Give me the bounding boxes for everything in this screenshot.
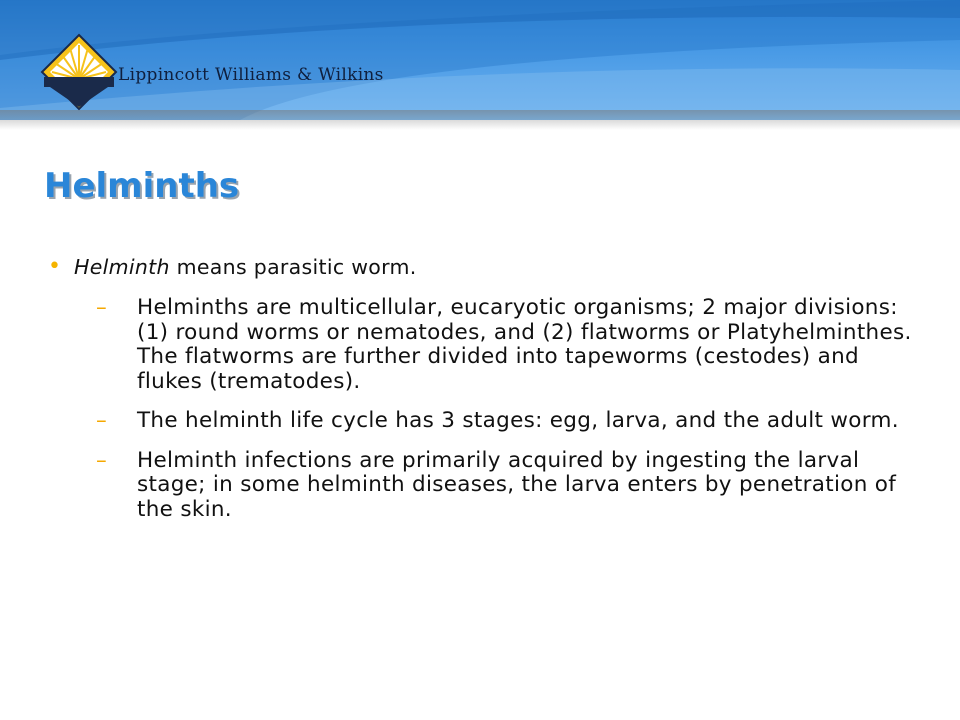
bullet-emphasis: Helminth — [74, 255, 170, 279]
bullet-dot-icon: • — [48, 254, 62, 279]
logo-text: Lippincott Williams & Wilkins — [118, 65, 384, 85]
dash-icon: – — [96, 295, 108, 320]
dash-icon: – — [96, 408, 108, 433]
sub-item-text: Helminths are multicellular, eucaryotic organisms; 2 major divisions: (1) round worms or nematodes, and (2) flatworms or Platyhelminthes. The flatworms are further divided into tapeworms (cestodes) and flukes (trematodes). — [137, 295, 912, 394]
sub-item — [48, 449, 928, 523]
dash-icon: – — [96, 447, 108, 473]
slide-title: Helminths — [44, 166, 240, 206]
sub-item-text: The helminth life cycle has 3 stages: egg, larva, and the adult worm. — [137, 408, 899, 433]
header-shadow — [0, 110, 960, 130]
logo-box — [0, 20, 384, 120]
header-banner — [0, 0, 960, 120]
slide-content — [48, 252, 928, 537]
sub-item — [48, 409, 928, 434]
bullet-text: means parasitic worm. — [169, 255, 417, 279]
sub-item — [48, 296, 928, 394]
bullet-item — [48, 252, 928, 282]
starburst-logo-icon — [40, 33, 118, 111]
sub-list — [48, 296, 928, 522]
sub-item-text: Helminth infections are primarily acquired by ingesting the larval stage; in some helminth diseases, the larva enters by penetration of the skin. — [137, 447, 897, 522]
